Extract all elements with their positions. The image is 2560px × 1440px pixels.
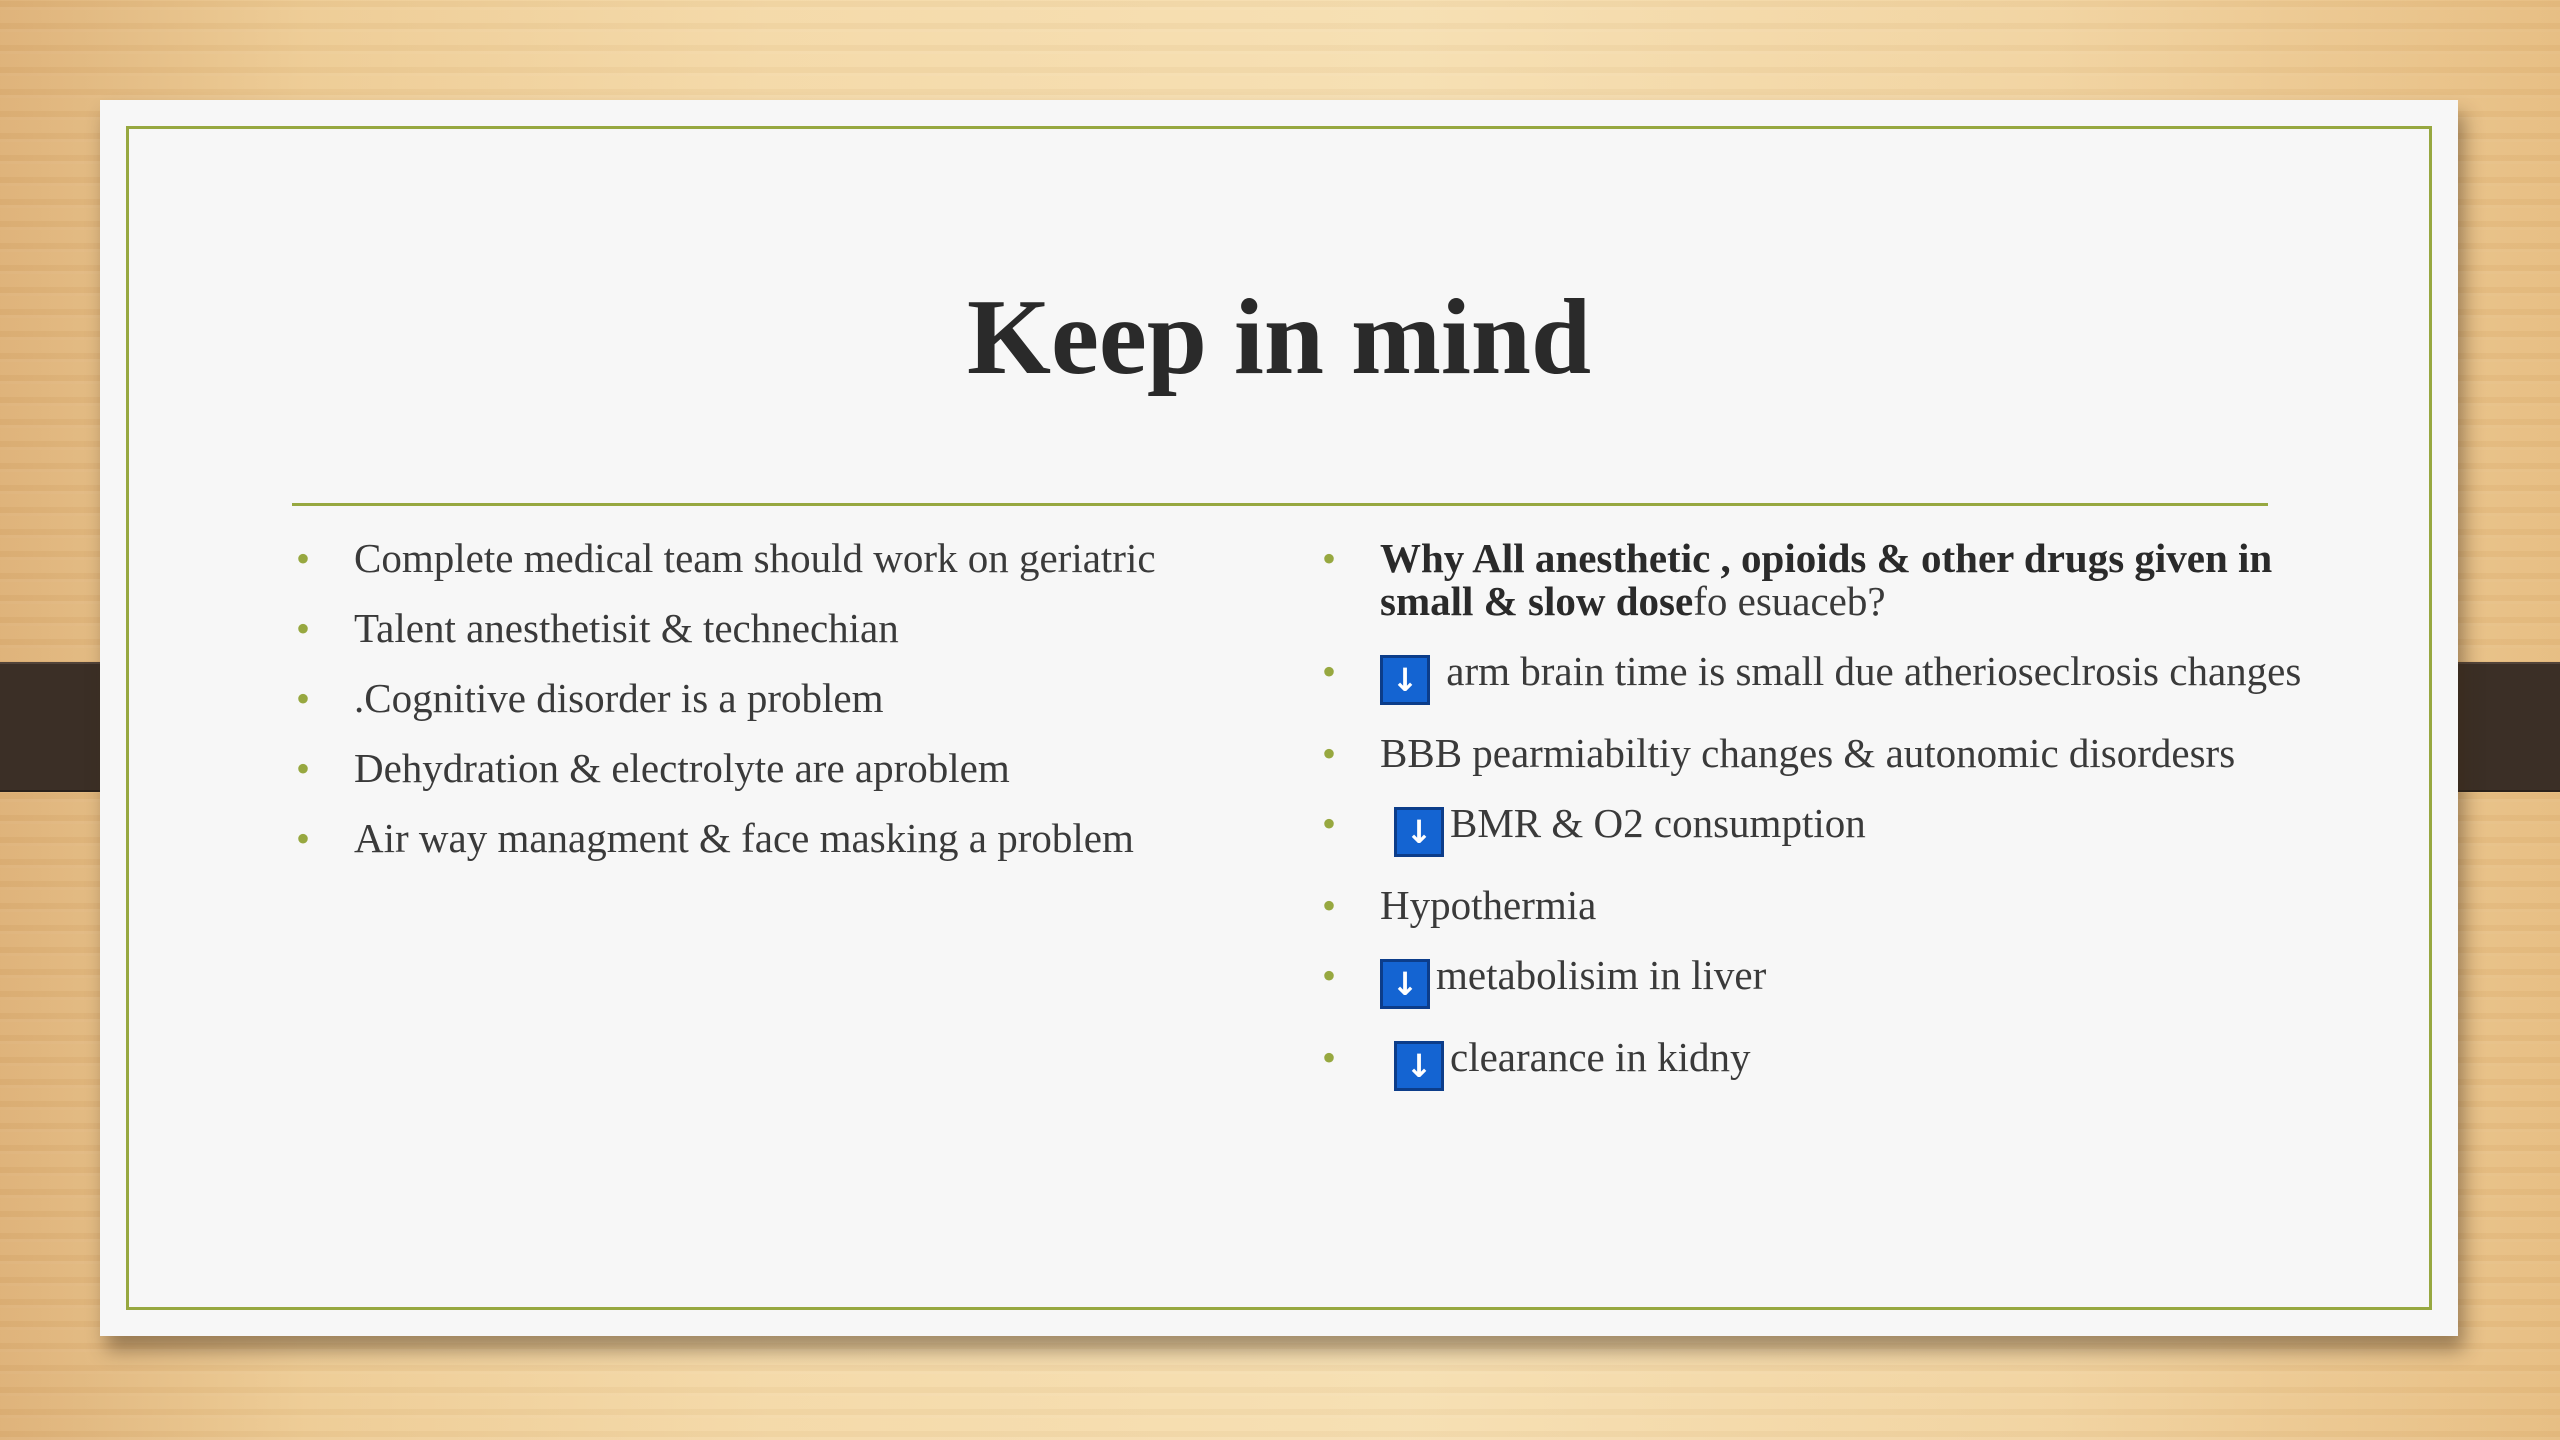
bullet-icon: • xyxy=(296,536,311,581)
list-item xyxy=(1322,1036,2332,1091)
item-text: Complete medical team should work on geriatric xyxy=(354,535,1156,581)
down-arrow-icon: ↓ xyxy=(1380,655,1430,705)
right-bullet-list xyxy=(1322,537,2332,1118)
item-text: .Cognitive disorder is a problem xyxy=(354,675,884,721)
item-text: Talent anesthetisit & technechian xyxy=(354,605,899,651)
slide xyxy=(100,100,2458,1336)
slide-title: Keep in mind xyxy=(966,278,1592,397)
item-text: BMR & O2 consumption xyxy=(1450,800,1866,846)
bullet-icon: • xyxy=(1322,731,1337,776)
list-item xyxy=(296,537,1296,580)
list-item xyxy=(296,817,1296,860)
bullet-icon: • xyxy=(296,816,311,861)
list-item xyxy=(1322,884,2332,927)
list-item xyxy=(296,747,1296,790)
question-rest-text: fo esuaceb? xyxy=(1693,578,1886,624)
item-text: arm brain time is small due atherioseclrosis changes xyxy=(1436,648,2302,694)
bullet-icon: • xyxy=(1322,953,1337,998)
bullet-icon: • xyxy=(1322,1035,1337,1080)
bullet-icon: • xyxy=(1322,801,1337,846)
list-item xyxy=(1322,802,2332,857)
bullet-icon: • xyxy=(1322,649,1337,694)
list-item xyxy=(1322,732,2332,775)
title-divider xyxy=(292,503,2268,506)
list-item xyxy=(1322,954,2332,1009)
item-text: Hypothermia xyxy=(1380,882,1597,928)
item-text: Air way managment & face masking a problem xyxy=(354,815,1134,861)
down-arrow-icon: ↓ xyxy=(1394,1041,1444,1091)
bullet-icon: • xyxy=(1322,883,1337,928)
list-item xyxy=(1322,650,2332,705)
bullet-icon: • xyxy=(296,606,311,651)
list-item-question xyxy=(1322,537,2332,623)
bullet-icon: • xyxy=(1322,536,1337,581)
item-text: Dehydration & electrolyte are aproblem xyxy=(354,745,1010,791)
item-text: BBB pearmiabiltiy changes & autonomic disordesrs xyxy=(1380,730,2236,776)
list-item xyxy=(296,607,1296,650)
down-arrow-icon: ↓ xyxy=(1380,959,1430,1009)
item-text: clearance in kidny xyxy=(1450,1034,1751,1080)
question-bold-text: Why All anesthetic , opioids & other drugs given in small & slow dose xyxy=(1380,535,2273,624)
bullet-icon: • xyxy=(296,746,311,791)
down-arrow-icon: ↓ xyxy=(1394,807,1444,857)
item-text: metabolisim in liver xyxy=(1436,952,1767,998)
left-bullet-list xyxy=(296,537,1296,887)
list-item xyxy=(296,677,1296,720)
bullet-icon: • xyxy=(296,676,311,721)
